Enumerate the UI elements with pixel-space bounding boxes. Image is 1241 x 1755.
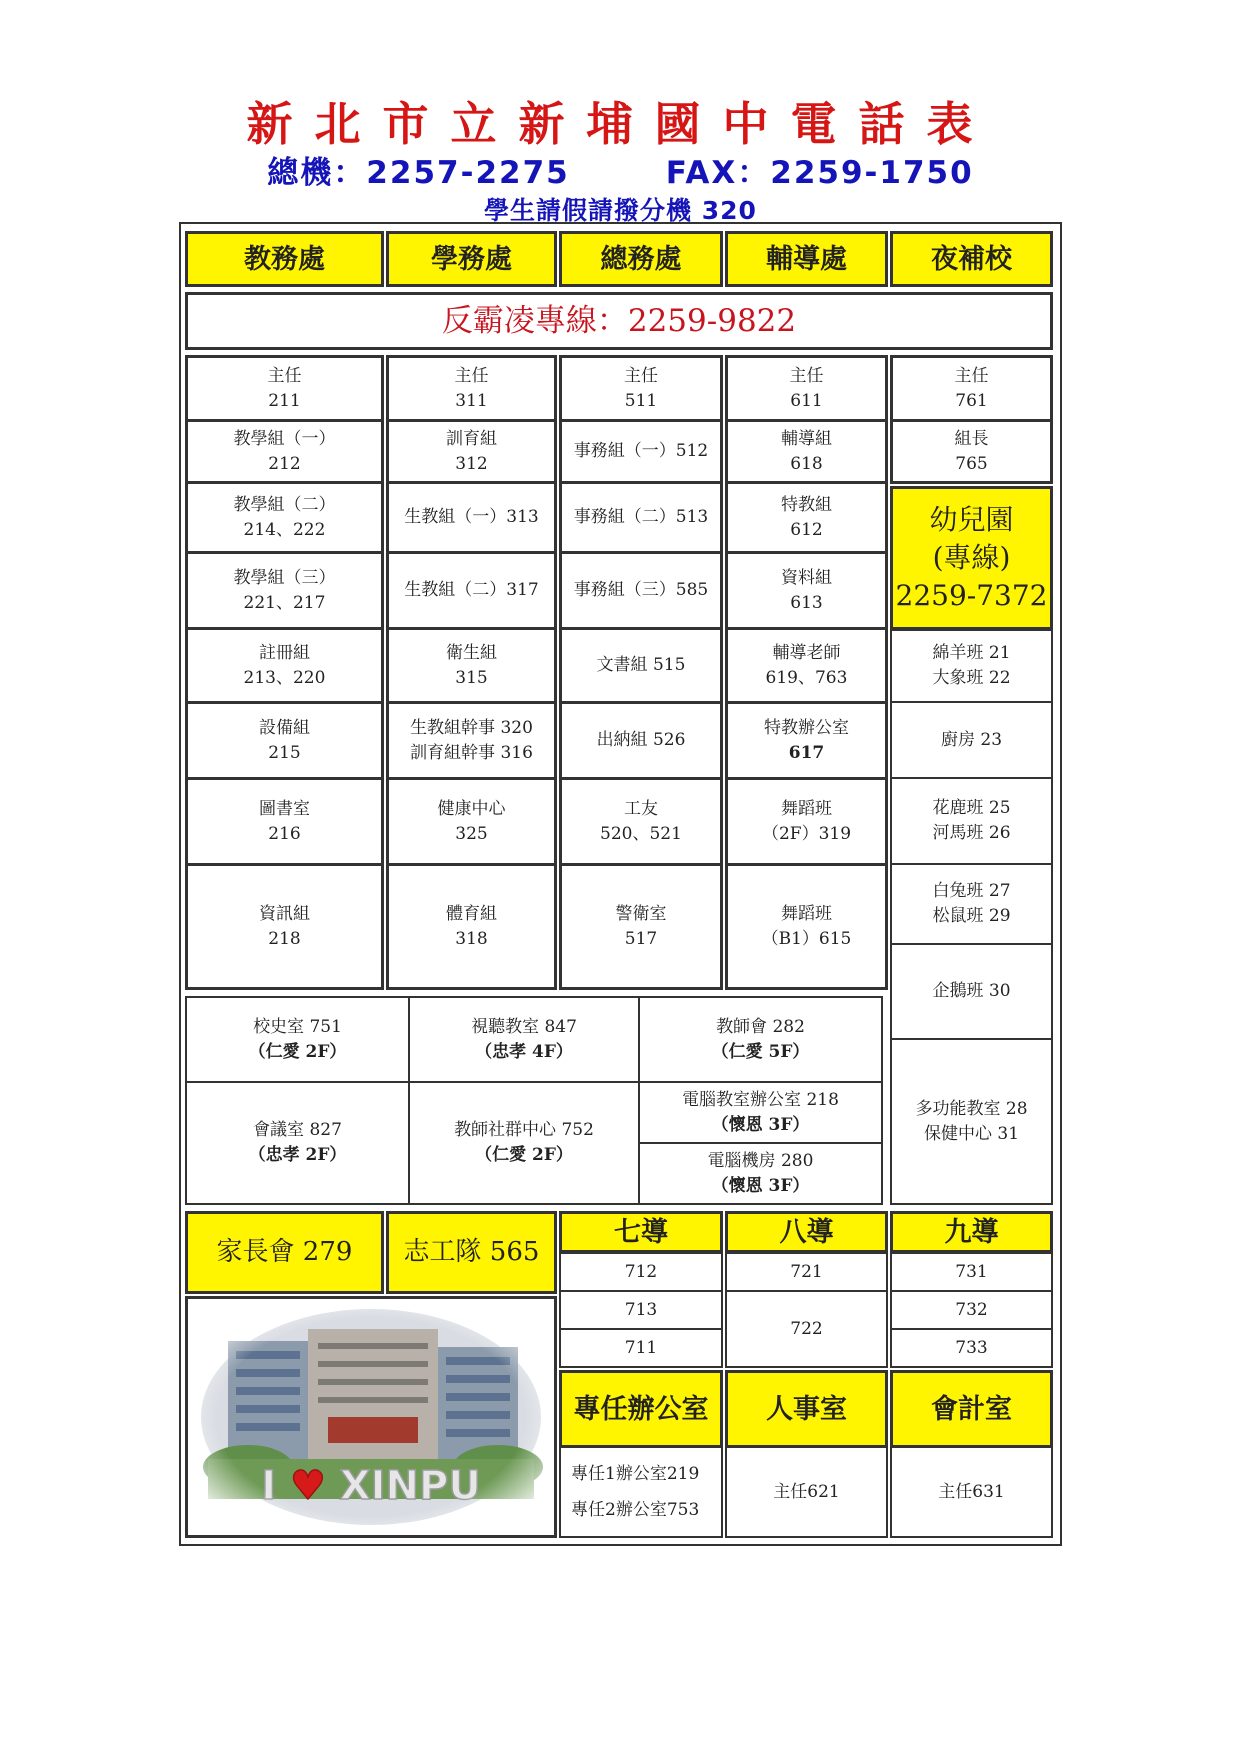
contact-cell bbox=[725, 481, 888, 554]
grade-ext: 733 bbox=[890, 1328, 1053, 1368]
anti-bullying-hotline: 反霸凌專線：2259-9822 bbox=[185, 292, 1053, 350]
contact-cell bbox=[185, 701, 384, 780]
cell-label: 資訊組 bbox=[259, 903, 310, 924]
cell-location: （仁愛 5F） bbox=[711, 1041, 810, 1062]
cell-ext: 520、521 bbox=[600, 823, 682, 844]
contact-cell bbox=[890, 701, 1053, 779]
cell-ext: 221、217 bbox=[243, 592, 326, 613]
contact-cell bbox=[725, 863, 888, 990]
room-cell bbox=[185, 1081, 410, 1205]
cell-label: 綿羊班 21 bbox=[932, 643, 1011, 663]
contact-cell bbox=[185, 627, 384, 704]
contact-cell bbox=[559, 481, 723, 554]
contact-cell bbox=[386, 419, 557, 484]
cell-label: 生教組（二）317 bbox=[404, 580, 539, 600]
cell-ext: 611 bbox=[790, 390, 823, 411]
dept-header-counseling: 輔導處 bbox=[725, 231, 888, 287]
cell-label: 教學組（二） bbox=[233, 494, 336, 515]
room-cell bbox=[638, 1142, 883, 1205]
contact-cell bbox=[725, 701, 888, 780]
grade-header-8: 八導 bbox=[725, 1211, 888, 1253]
cell-label: 生教組（一）313 bbox=[404, 507, 539, 527]
grade-ext: 712 bbox=[559, 1252, 723, 1292]
cell-label: 輔導老師 bbox=[772, 642, 841, 663]
cell-label: 教師社群中心 752 bbox=[454, 1120, 594, 1140]
contact-cell bbox=[725, 355, 888, 422]
cell-ext: 517 bbox=[624, 928, 658, 949]
contact-cell bbox=[185, 863, 384, 990]
cell-ext: 315 bbox=[455, 667, 488, 688]
cell-label: 事務組（二）513 bbox=[573, 507, 709, 527]
cell-location: （忠孝 4F） bbox=[475, 1041, 573, 1062]
cell-label: 體育組 bbox=[446, 903, 497, 924]
contact-cell bbox=[559, 701, 723, 780]
contact-cell bbox=[890, 777, 1053, 865]
contact-cell bbox=[890, 863, 1053, 945]
dept-header-academic: 教務處 bbox=[185, 231, 384, 287]
cell-label: 健康中心 bbox=[437, 798, 506, 819]
cell-label: 教學組（三） bbox=[233, 567, 336, 588]
cell-label: 企鵝班 30 bbox=[932, 981, 1011, 1001]
cell-ext: 215 bbox=[268, 742, 301, 763]
contact-cell bbox=[185, 551, 384, 630]
school-building-illustration bbox=[188, 1299, 554, 1535]
contact-cell bbox=[725, 419, 888, 484]
contact-cell bbox=[890, 419, 1053, 484]
cell-ext: 511 bbox=[624, 390, 658, 411]
contact-cell bbox=[185, 419, 384, 484]
room-cell bbox=[638, 1081, 883, 1144]
office-header-teachers: 專任辦公室 bbox=[559, 1370, 723, 1448]
contact-cell bbox=[386, 481, 557, 554]
contact-cell bbox=[185, 355, 384, 422]
cell-ext: 325 bbox=[455, 823, 488, 844]
cell-label: 廚房 23 bbox=[940, 729, 1003, 750]
cell-label: 事務組（三）585 bbox=[573, 580, 709, 600]
contact-cell bbox=[559, 551, 723, 630]
cell-label: 生教組幹事 320 bbox=[410, 717, 533, 738]
cell-ext: 765 bbox=[955, 453, 988, 474]
office-header-accounting: 會計室 bbox=[890, 1370, 1053, 1448]
volunteer-team: 志工隊 565 bbox=[386, 1211, 557, 1294]
cell-label: 校史室 751 bbox=[253, 1016, 342, 1037]
cell-label: 衛生組 bbox=[446, 642, 497, 663]
cell-label: 文書組 515 bbox=[596, 655, 686, 675]
cell-label: 主任 bbox=[954, 365, 989, 386]
office-header-personnel: 人事室 bbox=[725, 1370, 888, 1448]
grade-ext: 731 bbox=[890, 1252, 1053, 1292]
contact-cell bbox=[386, 777, 557, 866]
parents-association: 家長會 279 bbox=[185, 1211, 384, 1294]
grade-header-9: 九導 bbox=[890, 1211, 1053, 1253]
contact-cell bbox=[725, 627, 888, 704]
cell-ext: 214、222 bbox=[243, 519, 326, 540]
office-line: 專任1辦公室219 bbox=[571, 1464, 700, 1484]
cell-label: 主任 bbox=[454, 365, 489, 386]
cell-ext: 761 bbox=[955, 390, 988, 411]
fax-number: FAX：2259-1750 bbox=[665, 155, 974, 191]
cell-label: 警衛室 bbox=[615, 903, 667, 924]
contact-cell bbox=[725, 777, 888, 866]
cell-ext: 612 bbox=[790, 519, 823, 540]
contact-cell bbox=[386, 701, 557, 780]
cell-label: 視聽教室 847 bbox=[471, 1016, 577, 1037]
cell-ext: 617 bbox=[788, 742, 825, 763]
cell-label: 松鼠班 29 bbox=[932, 906, 1011, 926]
grade-ext: 711 bbox=[559, 1328, 723, 1368]
dept-header-general-affairs: 總務處 bbox=[559, 231, 723, 287]
grade-ext: 732 bbox=[890, 1290, 1053, 1330]
cell-label: 設備組 bbox=[259, 717, 310, 738]
contact-cell bbox=[559, 355, 723, 422]
cell-location: （仁愛 2F） bbox=[475, 1145, 573, 1165]
accounting-director: 主任631 bbox=[890, 1446, 1053, 1538]
cell-label: 圖書室 bbox=[259, 798, 310, 819]
cell-label: 組長 bbox=[954, 428, 989, 449]
cell-ext: 613 bbox=[790, 592, 823, 613]
cell-ext: 213、220 bbox=[243, 667, 326, 688]
contact-cell bbox=[890, 629, 1053, 703]
contact-cell bbox=[185, 481, 384, 554]
contact-cell bbox=[386, 355, 557, 422]
contact-cell bbox=[386, 551, 557, 630]
contact-cell bbox=[725, 551, 888, 630]
cell-ext: 218 bbox=[268, 928, 301, 949]
cell-ext: 212 bbox=[268, 453, 301, 474]
teacher-offices bbox=[559, 1446, 723, 1538]
cell-ext: 619、763 bbox=[765, 667, 848, 688]
cell-label: 主任 bbox=[624, 365, 658, 386]
cell-label: 白兔班 27 bbox=[932, 881, 1011, 901]
cell-ext: 訓育組幹事 316 bbox=[410, 742, 533, 763]
cell-label: 出納組 526 bbox=[596, 730, 686, 750]
grade-ext: 713 bbox=[559, 1290, 723, 1330]
cell-ext: （2F）319 bbox=[761, 823, 852, 844]
leave-note: 學生請假請撥分機 320 bbox=[484, 196, 757, 225]
cell-label: 保健中心 31 bbox=[923, 1123, 1020, 1144]
kindergarten-hotline bbox=[890, 486, 1053, 630]
school-photo bbox=[185, 1296, 557, 1538]
cell-label: 幼兒園 bbox=[929, 503, 1014, 536]
cell-label: 花鹿班 25 bbox=[932, 798, 1011, 818]
personnel-director: 主任621 bbox=[725, 1446, 888, 1538]
cell-label: 主任 bbox=[267, 365, 302, 386]
cell-label: 多功能教室 28 bbox=[915, 1098, 1028, 1119]
grade-header-7: 七導 bbox=[559, 1211, 723, 1253]
main-line: 總機：2257-2275 bbox=[267, 155, 570, 191]
office-line: 專任2辦公室753 bbox=[571, 1500, 700, 1520]
room-cell bbox=[185, 996, 410, 1083]
cell-label: (專線) bbox=[932, 541, 1011, 574]
contact-cell bbox=[559, 627, 723, 704]
cell-ext: 311 bbox=[455, 390, 488, 411]
contact-cell bbox=[185, 777, 384, 866]
page-title: 新北市立新埔國中電話表 bbox=[246, 97, 995, 151]
contact-cell bbox=[559, 419, 723, 484]
contact-cell bbox=[559, 863, 723, 990]
contact-cell bbox=[386, 627, 557, 704]
cell-ext: 318 bbox=[455, 928, 488, 949]
contact-cell bbox=[559, 777, 723, 866]
cell-location: （懷恩 3F） bbox=[711, 1114, 810, 1135]
cell-ext: 618 bbox=[790, 453, 823, 474]
cell-ext: 2259-7372 bbox=[895, 579, 1048, 612]
contact-cell bbox=[890, 1038, 1053, 1205]
room-cell bbox=[408, 996, 640, 1083]
dept-header-night-school: 夜補校 bbox=[890, 231, 1053, 287]
cell-label: 舞蹈班 bbox=[781, 903, 832, 924]
cell-label: 會議室 827 bbox=[253, 1120, 342, 1140]
contact-cell bbox=[890, 943, 1053, 1040]
cell-ext: 312 bbox=[455, 453, 488, 474]
cell-label: 註冊組 bbox=[259, 642, 310, 663]
cell-location: （忠孝 2F） bbox=[248, 1145, 347, 1165]
cell-label: 教學組（一） bbox=[233, 428, 336, 449]
cell-label: 特教辦公室 bbox=[764, 717, 849, 738]
cell-label: 電腦機房 280 bbox=[707, 1150, 814, 1171]
room-cell bbox=[408, 1081, 640, 1205]
cell-label: 特教組 bbox=[781, 494, 832, 515]
cell-ext: 211 bbox=[268, 390, 301, 411]
grade-ext: 722 bbox=[725, 1290, 888, 1368]
cell-label: 資料組 bbox=[781, 567, 832, 588]
contact-cell bbox=[890, 355, 1053, 422]
contact-cell bbox=[386, 863, 557, 990]
cell-label: 河馬班 26 bbox=[932, 823, 1011, 843]
grade-ext: 721 bbox=[725, 1252, 888, 1292]
cell-label: 事務組（一）512 bbox=[573, 441, 709, 461]
cell-label: 教師會 282 bbox=[716, 1016, 805, 1037]
cell-label: 訓育組 bbox=[446, 428, 497, 449]
cell-label: 大象班 22 bbox=[932, 668, 1011, 688]
main-contacts bbox=[0, 147, 1241, 192]
cell-label: 電腦教室辦公室 218 bbox=[682, 1089, 839, 1110]
cell-ext: 216 bbox=[268, 823, 301, 844]
cell-location: （仁愛 2F） bbox=[248, 1041, 347, 1062]
cell-label: 主任 bbox=[789, 365, 824, 386]
cell-location: （懷恩 3F） bbox=[711, 1175, 810, 1196]
cell-label: 輔導組 bbox=[781, 428, 832, 449]
cell-label: 工友 bbox=[624, 798, 658, 819]
cell-ext: （B1）615 bbox=[761, 928, 852, 949]
room-cell bbox=[638, 996, 883, 1083]
cell-label: 舞蹈班 bbox=[781, 798, 832, 819]
dept-header-student-affairs: 學務處 bbox=[386, 231, 557, 287]
